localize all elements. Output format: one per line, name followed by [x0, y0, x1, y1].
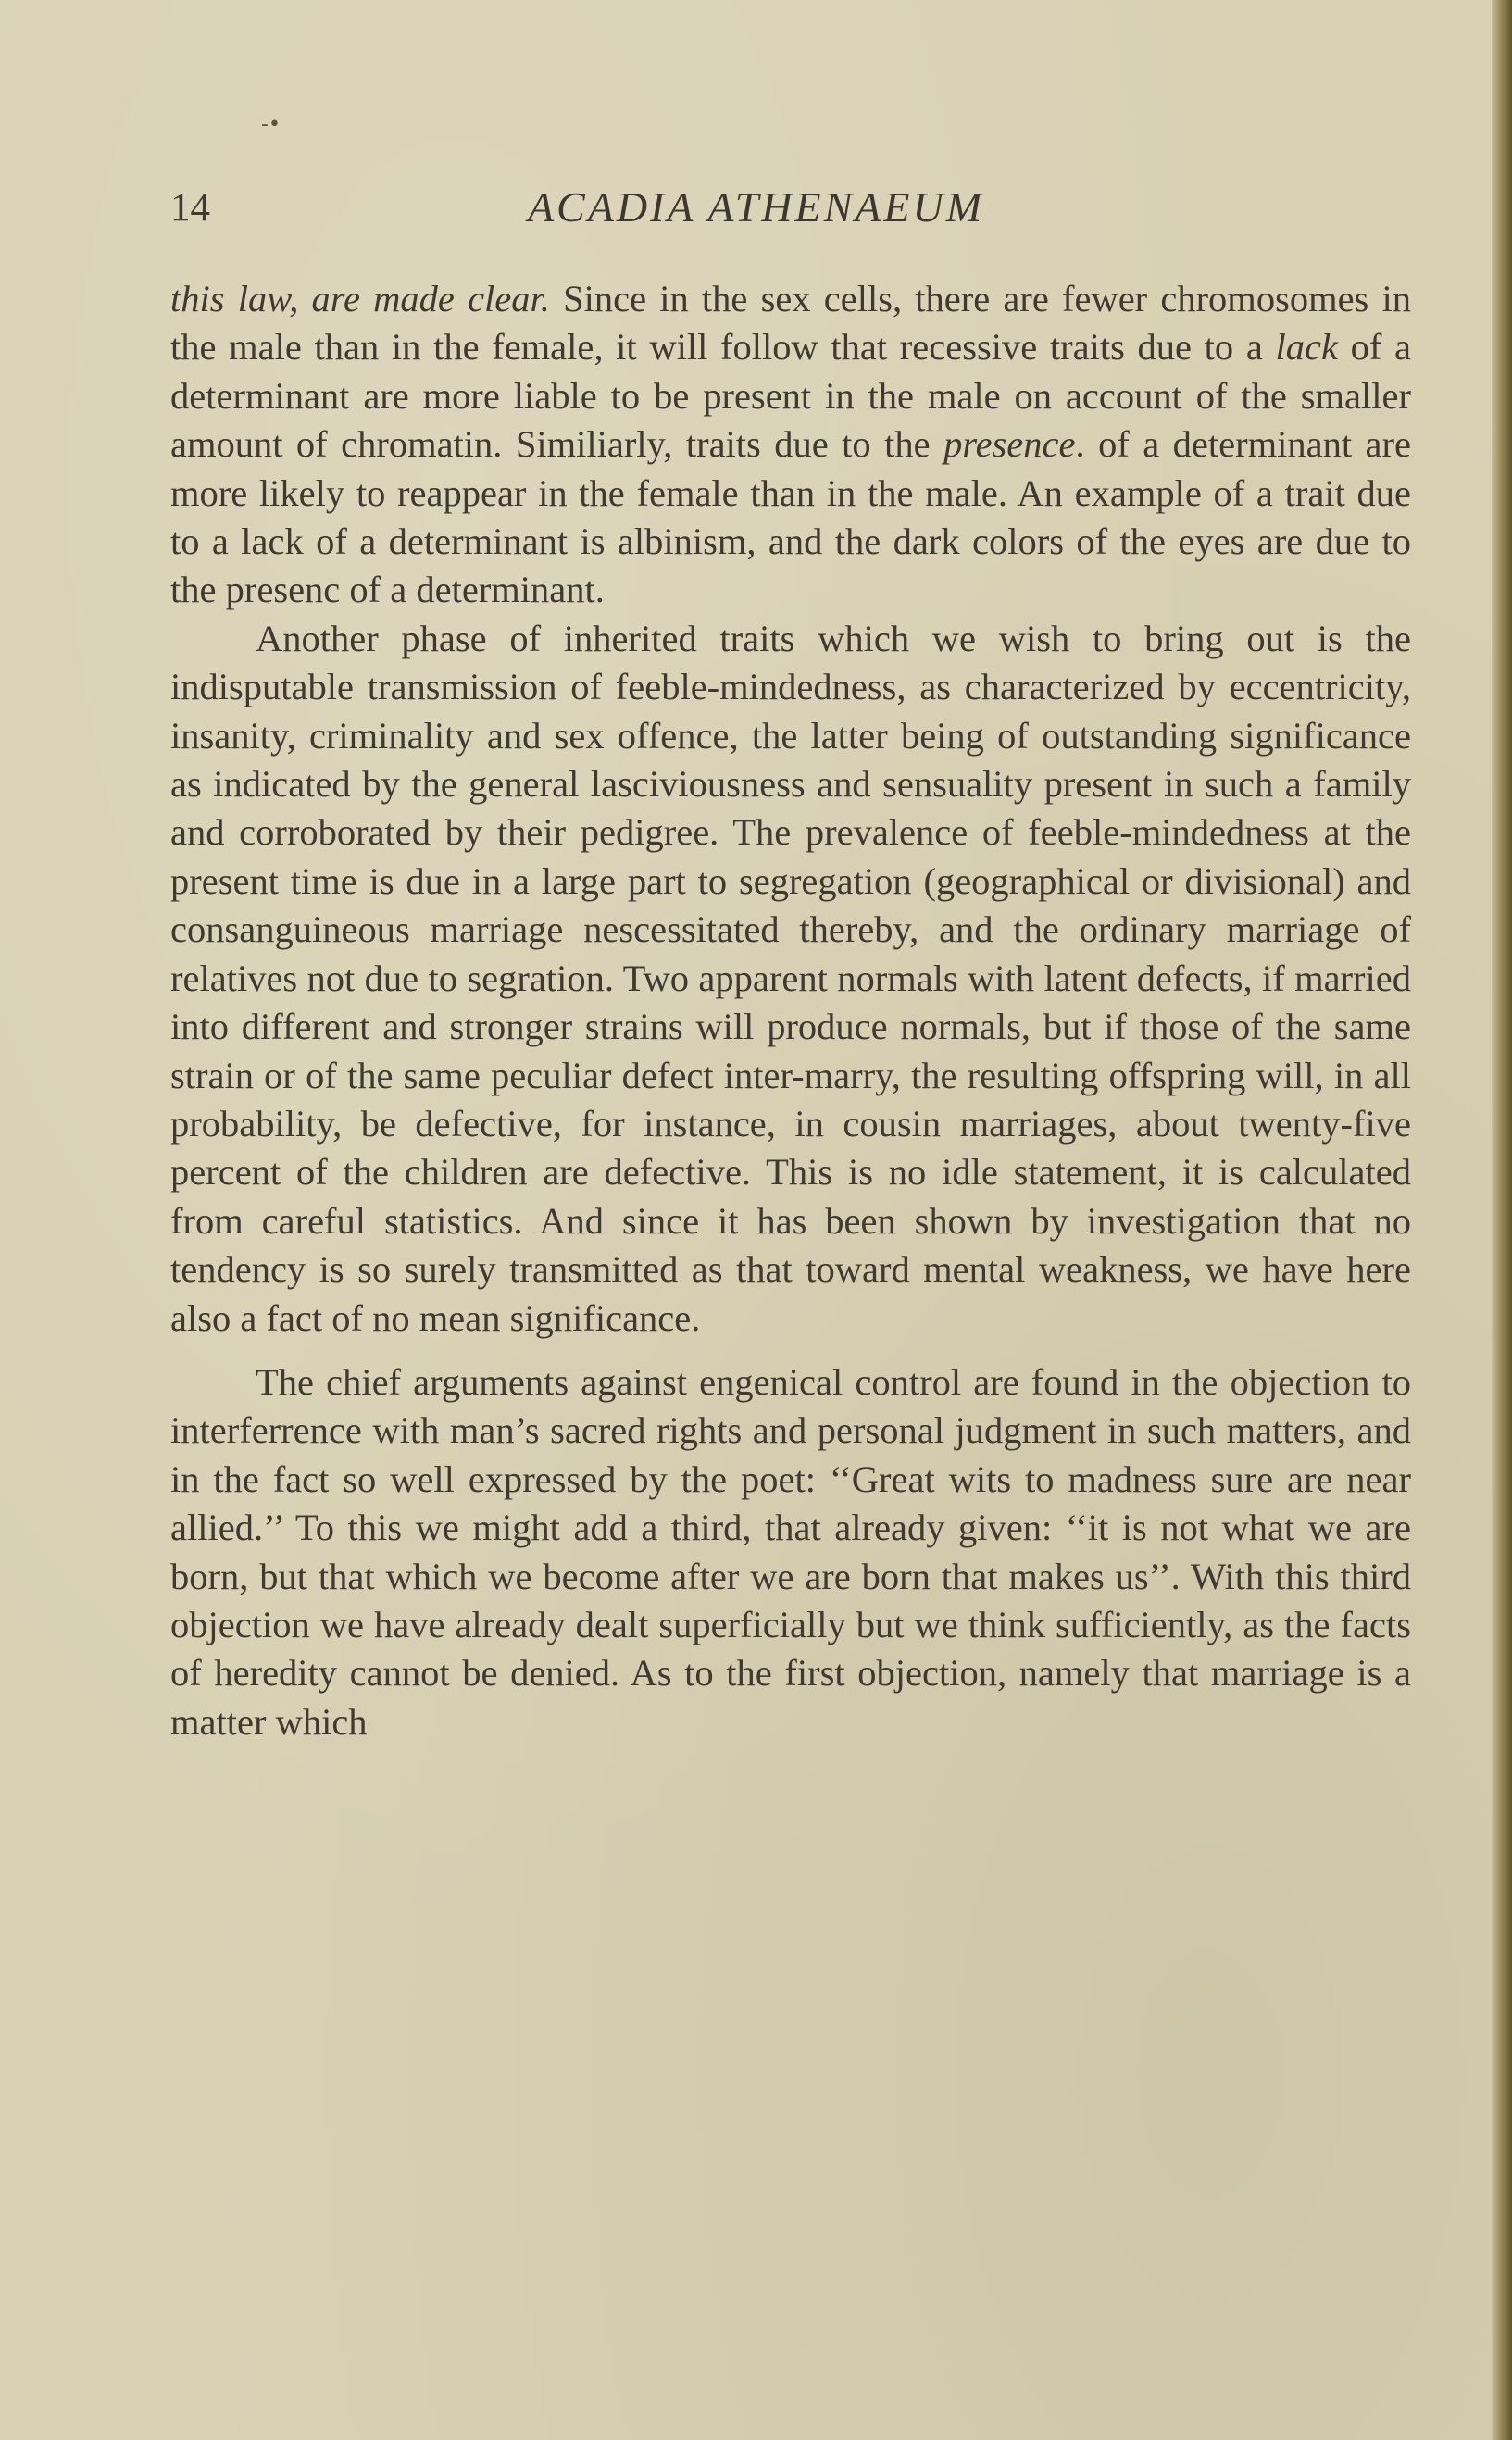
- paragraph-1-text-b: of a determinant are more liable to be present in the male on account of the smaller amount of chromatin. Similiarly, traits due to the: [170, 326, 1411, 466]
- page-number: 14: [170, 186, 210, 230]
- paragraph-1-text-c: . of a determinant are more likely to reappear in the female than in the male. An example of a trait due to a lack of a determinant is albinism, and the dark colors of the eyes are due to the presenc of a determinant.: [170, 423, 1411, 611]
- italic-phrase: this law, are made clear.: [170, 278, 550, 319]
- paragraph-1-text-a: Since in the sex cells, there are fewer chromosomes in the male than in the female, it will follow that recessive traits due to a: [170, 278, 1411, 369]
- page-binding-edge: [1492, 0, 1512, 2440]
- body-text: [170, 275, 1411, 1746]
- paragraph-3: The chief arguments against engenical control are found in the objection to interferrence with man’s sacred rights and personal judgment in such matters, and in the fact so well expressed by the poet: ‘‘Great wits to madness sure are near allied.’’ To this we might add a third, that already given: ‘‘it is not what we are born, but that which we become after we are born that makes us’’. With this third objection we have already dealt superficially but we think sufficiently, as the facts of heredity cannot be denied. As to the first objection, namely that marriage is a matter which: [170, 1360, 1411, 1743]
- header-mark: -•: [261, 113, 281, 136]
- italic-word-presence: presence: [943, 423, 1076, 466]
- paragraph-1: [170, 275, 1411, 615]
- running-title: ACADIA ATHENAEUM: [527, 183, 985, 231]
- paragraph-2: Another phase of inherited traits which we wish to bring out is the indisputable transmission of feeble-mindedness, as characterized by eccentricity, insanity, criminality and sex offence, the latter being of outstanding significance as indicated by the general lasciviousness and sensuality present in such a family and corroborated by their pedigree. The prevalence of feeble-mindedness at the present time is due in a large part to segregation (geographical or divisional) and consanguineous marriage nescessitated thereby, and the ordinary marriage of relatives not due to segration. Two apparent normals with latent defects, if married into different and stronger strains will produce normals, but if those of the same strain or of the same peculiar defect inter-marry, the resulting offspring will, in all probability, be defective, for instance, in cousin marriages, about twenty-five percent of the children are defective. This is no idle statement, it is calculated from careful statistics. And since it has been shown by investigation that no tendency is so surely transmitted as that toward mental weakness, we have here also a fact of no mean significance.: [170, 617, 1411, 1339]
- italic-word-lack: lack: [1275, 326, 1338, 369]
